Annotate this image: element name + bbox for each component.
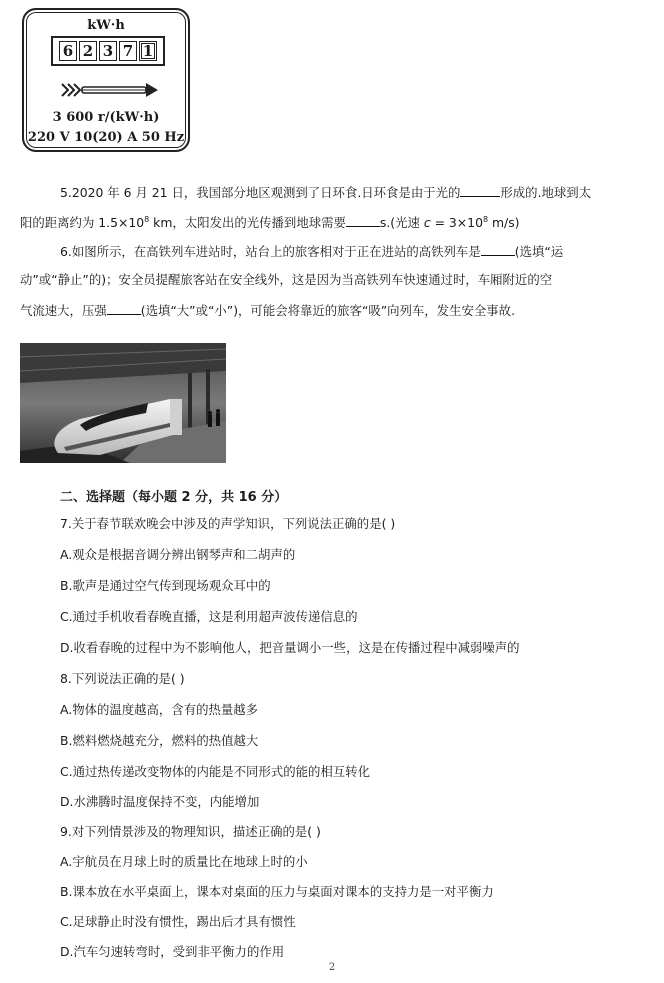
exponent: 8 <box>482 215 489 224</box>
question-7-stem: 7.关于春节联欢晚会中涉及的声学知识，下列说法正确的是( ) <box>60 516 396 531</box>
meter-digit: 6 <box>59 41 77 61</box>
page-number: 2 <box>328 962 336 973</box>
electric-meter-figure <box>22 8 190 152</box>
question-8-option-d: D.水沸腾时温度保持不变，内能增加 <box>60 794 260 809</box>
question-text: 气流速大，压强 <box>20 303 107 318</box>
answer-blank <box>460 184 500 197</box>
question-6-line-3 <box>20 302 645 319</box>
meter-digit: 2 <box>79 41 97 61</box>
question-text: = 3×10 <box>430 215 483 231</box>
question-9-option-a: A.宇航员在月球上时的质量比在地球上时的小 <box>60 854 308 869</box>
meter-digit-decimal: 1 <box>139 41 157 61</box>
question-8-stem: 8.下列说法正确的是( ) <box>60 671 185 686</box>
question-9-option-c: C.足球静止时没有惯性，踢出后才具有惯性 <box>60 914 296 929</box>
question-text: 阳的距离约为 1.5×10 <box>20 215 145 231</box>
meter-digit: 7 <box>119 41 137 61</box>
high-speed-train-photo <box>20 343 226 463</box>
question-6-line-1 <box>60 243 645 260</box>
question-text: 6.如图所示，在高铁列车进站时，站台上的旅客相对于正在进站的高铁列车是 <box>60 244 481 259</box>
question-text: 5.2020 年 6 月 21 日，我国部分地区观测到了日环食.日环食是由于光的 <box>60 185 461 200</box>
question-text: (选填“大”或“小”)，可能会将靠近的旅客“吸”向列车，发生安全事故. <box>140 303 516 318</box>
meter-digit: 3 <box>99 41 117 61</box>
question-7-option-d: D.收看春晚的过程中为不影响他人，把音量调小一些，这是在传播过程中减弱噪声的 <box>60 640 520 655</box>
question-5-line-2 <box>20 212 645 231</box>
question-6-line-2: 动”或“静止”的)；安全员提醒旅客站在安全线外，这是因为当高铁列车快速通过时，车厢附近的空 <box>20 272 553 287</box>
meter-unit: kW·h <box>87 18 125 33</box>
question-8-option-a: A.物体的温度越高，含有的热量越多 <box>60 702 259 717</box>
question-7-option-c: C.通过手机收看春晚直播，这是利用超声波传递信息的 <box>60 609 358 624</box>
answer-blank <box>481 243 515 256</box>
rotation-arrow-icon <box>60 80 160 100</box>
question-text: km，太阳发出的光传播到地球需要 <box>149 215 346 231</box>
question-7-option-b: B.歌声是通过空气传到现场观众耳中的 <box>60 578 271 593</box>
question-text: (选填“运 <box>514 244 564 259</box>
meter-digit-display <box>51 36 165 66</box>
question-text: m/s) <box>488 215 520 231</box>
question-9-stem: 9.对下列情景涉及的物理知识，描述正确的是( ) <box>60 824 321 839</box>
question-text: 形成的.地球到太 <box>500 185 592 200</box>
meter-spec: 220 V 10(20) A 50 Hz <box>27 130 185 145</box>
exponent: 8 <box>144 215 150 224</box>
question-8-option-b: B.燃料燃烧越充分，燃料的热值越大 <box>60 733 259 748</box>
question-5-line-1 <box>60 184 645 201</box>
meter-rate: 3 600 r/(kW·h) <box>52 110 160 125</box>
variable: c <box>423 215 431 231</box>
question-7-option-a: A.观众是根据音调分辨出钢琴声和二胡声的 <box>60 547 296 562</box>
section-title: 二、选择题（每小题 2 分，共 16 分） <box>60 490 288 505</box>
question-9-option-d: D.汽车匀速转弯时，受到非平衡力的作用 <box>60 944 285 959</box>
answer-blank <box>346 214 380 227</box>
question-text: s.(光速 <box>379 215 424 231</box>
question-9-option-b: B.课本放在水平桌面上，课本对桌面的压力与桌面对课本的支持力是一对平衡力 <box>60 884 494 899</box>
question-8-option-c: C.通过热传递改变物体的内能是不同形式的能的相互转化 <box>60 764 370 779</box>
answer-blank <box>107 302 141 315</box>
